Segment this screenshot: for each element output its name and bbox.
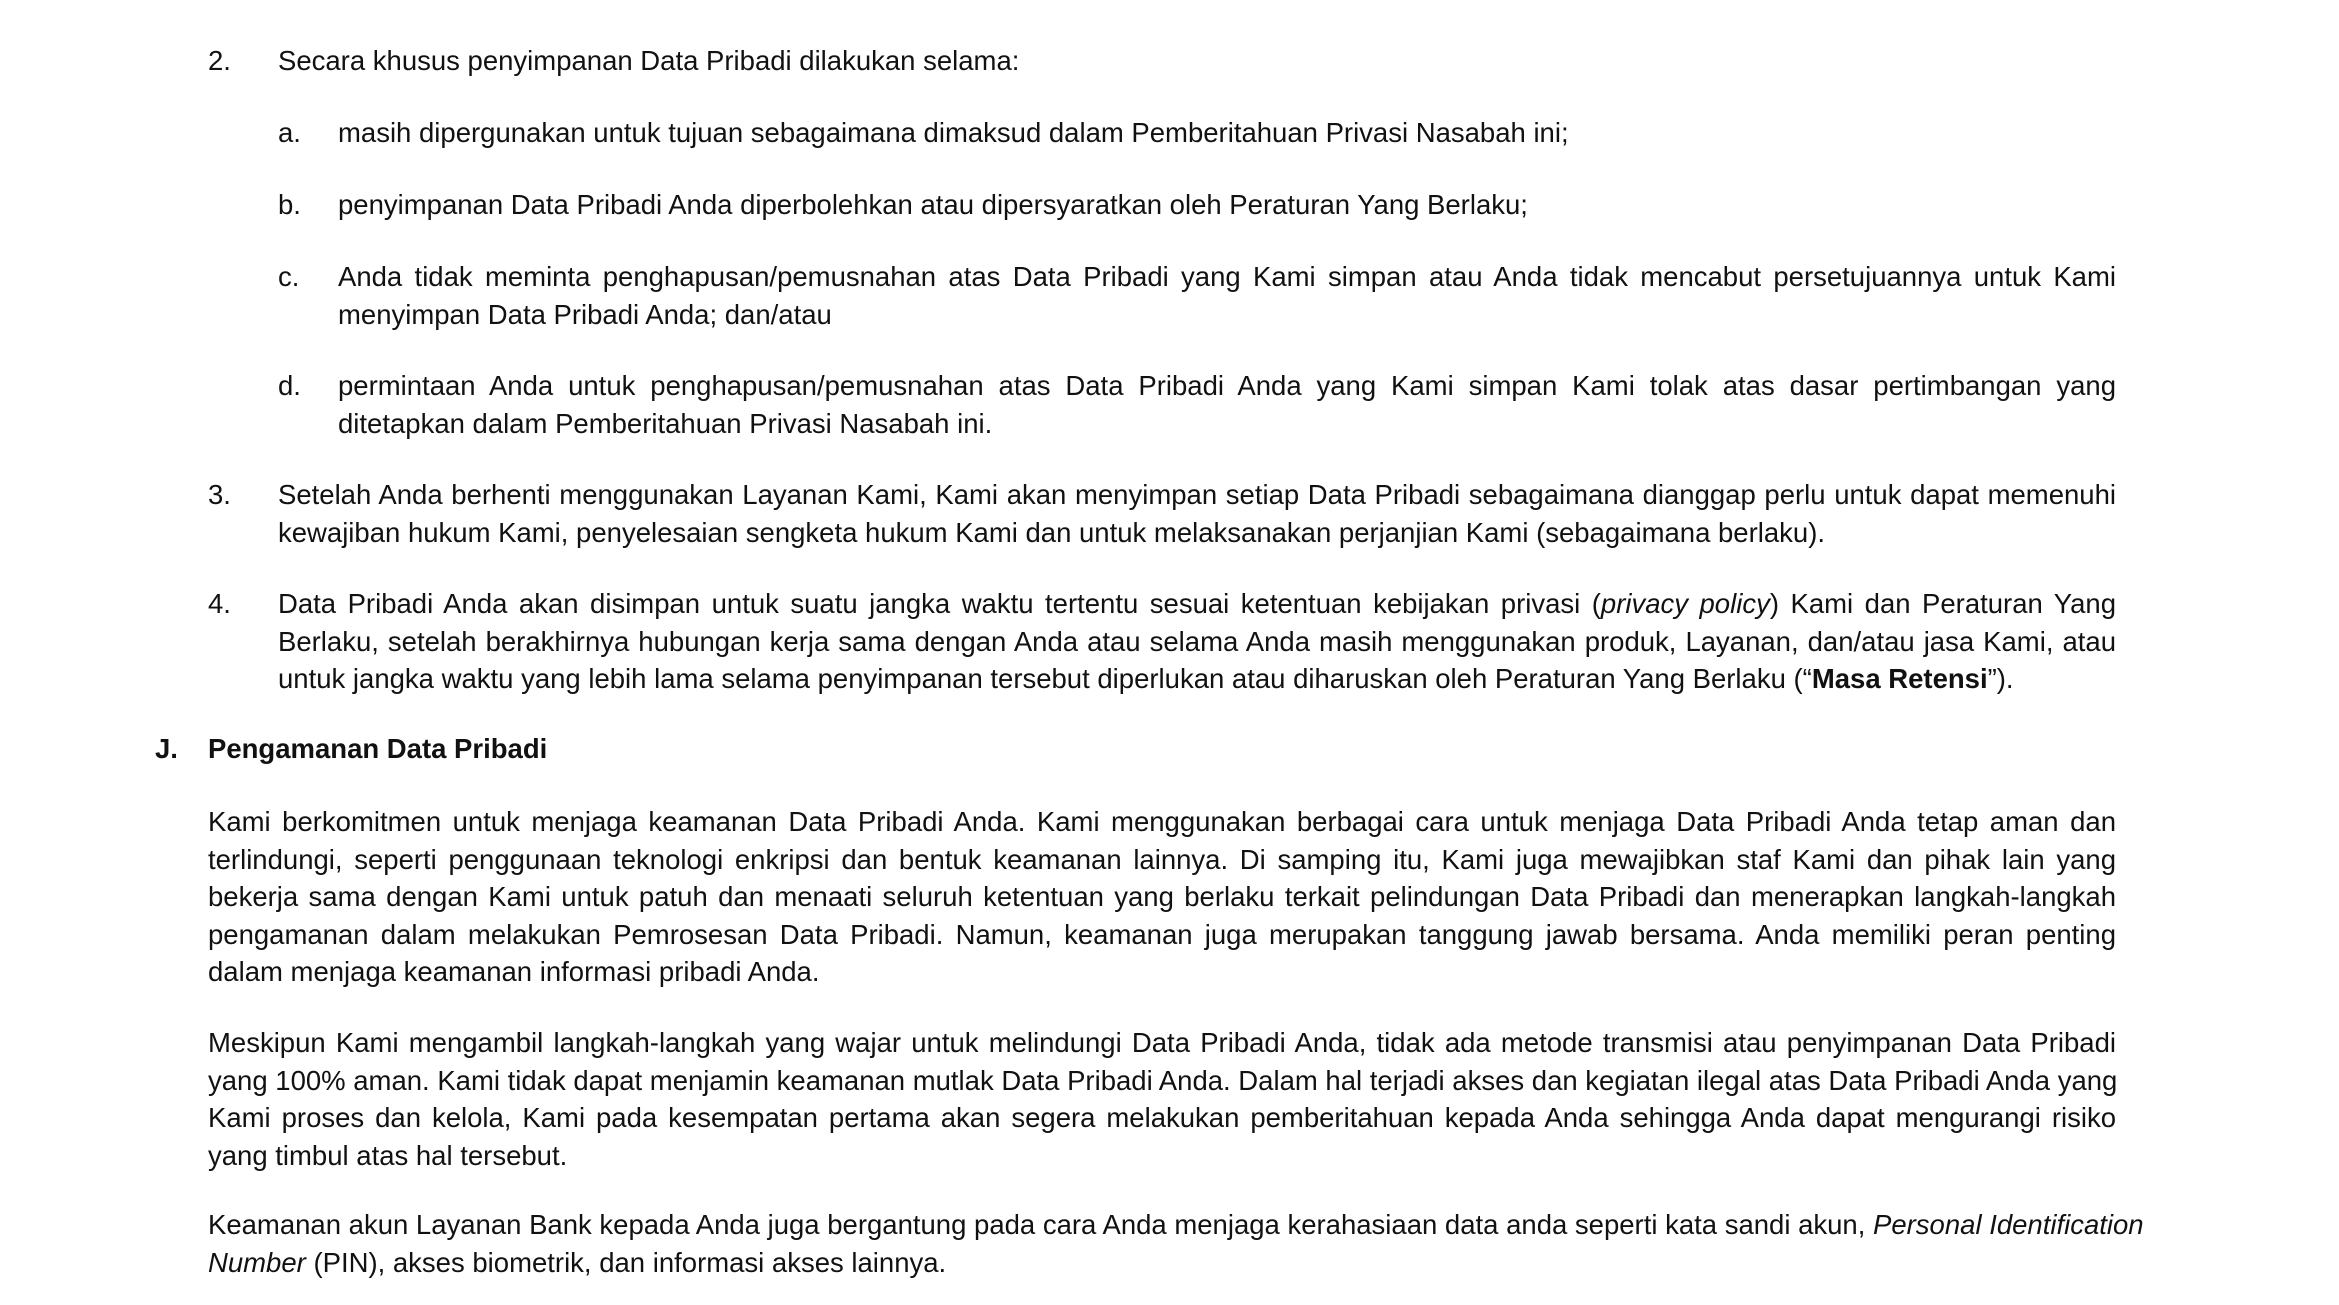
- paragraph-2-line-4: yang timbul atas hal tersebut.: [208, 1139, 568, 1171]
- list-item-2-text: Secara khusus penyimpanan Data Pribadi dilakukan selama:: [278, 45, 1020, 76]
- list-item-4-line-1-b: ) Kami dan Peraturan Yang: [1769, 588, 2116, 619]
- paragraph-1-line-4: pengamanan dalam melakukan Pemrosesan Data Pribadi. Namun, keamanan juga merupakan tanggung jawab bersama. Anda memiliki peran penting: [208, 918, 2116, 950]
- list-item-4-line-1: [278, 585, 2116, 623]
- list-marker-3: 3.: [208, 479, 231, 510]
- paragraph-1-line-3: bekerja sama dengan Kami untuk patuh dan menaati seluruh ketentuan yang berlaku terkait pelindungan Data Pribadi dan menerapkan langkah-langkah: [208, 881, 2116, 912]
- masa-retensi-term: Masa Retensi: [1811, 663, 1988, 694]
- section-marker-j: J.: [155, 733, 178, 764]
- paragraph-3-line-1-a: Keamanan akun Layanan Bank kepada Anda juga bergantung pada cara Anda menjaga kerahasiaan data anda seperti kata sandi akun,: [208, 1209, 1874, 1240]
- pin-term-part-2: Number: [208, 1246, 306, 1278]
- paragraph-1-line-2: terlindungi, seperti penggunaan teknologi enkripsi dan bentuk keamanan lainnya. Di samping itu, Kami juga mewajibkan staf Kami dan pihak lain yang: [208, 843, 2116, 875]
- list-item-4-line-3-a: untuk jangka waktu yang lebih lama selama penyimpanan tersebut diperlukan atau diharuskan oleh Peraturan Yang Berlaku (“: [278, 663, 1812, 694]
- sublist-item-d-line-2: ditetapkan dalam Pemberitahuan Privasi Nasabah ini.: [338, 407, 993, 439]
- list-item-3-line-1: Setelah Anda berhenti menggunakan Layanan Kami, Kami akan menyimpan setiap Data Pribadi sebagaimana dianggap perlu untuk dapat memenuhi: [278, 479, 2116, 510]
- list-item-3-line-2: kewajiban hukum Kami, penyelesaian sengketa hukum Kami dan untuk melaksanakan perjanjian Kami (sebagaimana berlaku).: [278, 516, 1825, 548]
- paragraph-1-line-5: dalam menjaga keamanan informasi pribadi Anda.: [208, 956, 820, 987]
- paragraph-2-line-1: Meskipun Kami mengambil langkah-langkah yang wajar untuk melindungi Data Pribadi Anda, tidak ada metode transmisi atau penyimpanan Data Pribadi: [208, 1027, 2116, 1058]
- sublist-item-d-line-1: permintaan Anda untuk penghapusan/pemusnahan atas Data Pribadi Anda yang Kami simpan Kami tolak atas dasar pertimbangan yang: [338, 370, 2116, 401]
- sublist-item-a: [338, 114, 2116, 152]
- sublist-item-d: [338, 367, 2116, 442]
- list-item-4: [278, 585, 2116, 698]
- paragraph-1-line-1: Kami berkomitmen untuk menjaga keamanan Data Pribadi Anda. Kami menggunakan berbagai cara untuk menjaga Data Pribadi Anda tetap aman dan: [208, 806, 2116, 837]
- paragraph-3-line-1: [208, 1206, 2144, 1244]
- sublist-marker-b: b.: [278, 189, 301, 220]
- sublist-item-b-line: penyimpanan Data Pribadi Anda diperbolehkan atau dipersyaratkan oleh Peraturan Yang Berlaku;: [338, 189, 1528, 220]
- list-marker-2: 2.: [208, 45, 231, 76]
- list-item-4-line-1-a: Data Pribadi Anda akan disimpan untuk suatu jangka waktu tertentu sesuai ketentuan kebijakan privasi (: [278, 588, 1601, 619]
- list-item-4-line-3: [278, 660, 2116, 698]
- section-j-paragraph-1: [208, 803, 2116, 991]
- sublist-marker-d: d.: [278, 370, 301, 401]
- paragraph-3-line-2-b: (PIN), akses biometrik, dan informasi akses lainnya.: [305, 1246, 947, 1278]
- sublist-item-a-line: masih dipergunakan untuk tujuan sebagaimana dimaksud dalam Pemberitahuan Privasi Nasabah ini;: [338, 117, 1569, 148]
- list-marker-4: 4.: [208, 588, 231, 619]
- section-j-paragraph-3: [208, 1206, 2144, 1281]
- sublist-item-c: [338, 258, 2116, 333]
- privacy-policy-term: privacy policy: [1600, 588, 1770, 619]
- section-j-paragraph-2: [208, 1024, 2116, 1174]
- sublist-marker-c: c.: [278, 261, 300, 292]
- list-item-4-line-3-b: ”).: [1987, 663, 2014, 694]
- sublist-item-c-line-1: Anda tidak meminta penghapusan/pemusnahan atas Data Pribadi yang Kami simpan atau Anda tidak mencabut persetujuannya untuk Kami: [338, 261, 2116, 292]
- list-item-3: [278, 476, 2116, 551]
- sublist-item-b: [338, 186, 2116, 224]
- section-heading: Pengamanan Data Pribadi: [208, 733, 548, 764]
- paragraph-2-line-2: yang 100% aman. Kami tidak dapat menjamin keamanan mutlak Data Pribadi Anda. Dalam hal terjadi akses dan kegiatan ilegal atas Data Pribadi Anda yang: [208, 1064, 2118, 1096]
- sublist-item-c-line-2: menyimpan Data Pribadi Anda; dan/atau: [338, 298, 832, 330]
- paragraph-3-line-2: [208, 1244, 2116, 1282]
- list-item-4-line-2: Berlaku, setelah berakhirnya hubungan kerja sama dengan Anda atau selama Anda masih menggunakan produk, Layanan, dan/atau jasa Kami, atau: [278, 625, 2116, 657]
- paragraph-2-line-3: Kami proses dan kelola, Kami pada kesempatan pertama akan segera melakukan pemberitahuan kepada Anda sehingga Anda dapat mengurangi risiko: [208, 1102, 2116, 1133]
- sublist-marker-a: a.: [278, 117, 301, 148]
- pin-term-part-1: Personal Identification: [1873, 1209, 2144, 1240]
